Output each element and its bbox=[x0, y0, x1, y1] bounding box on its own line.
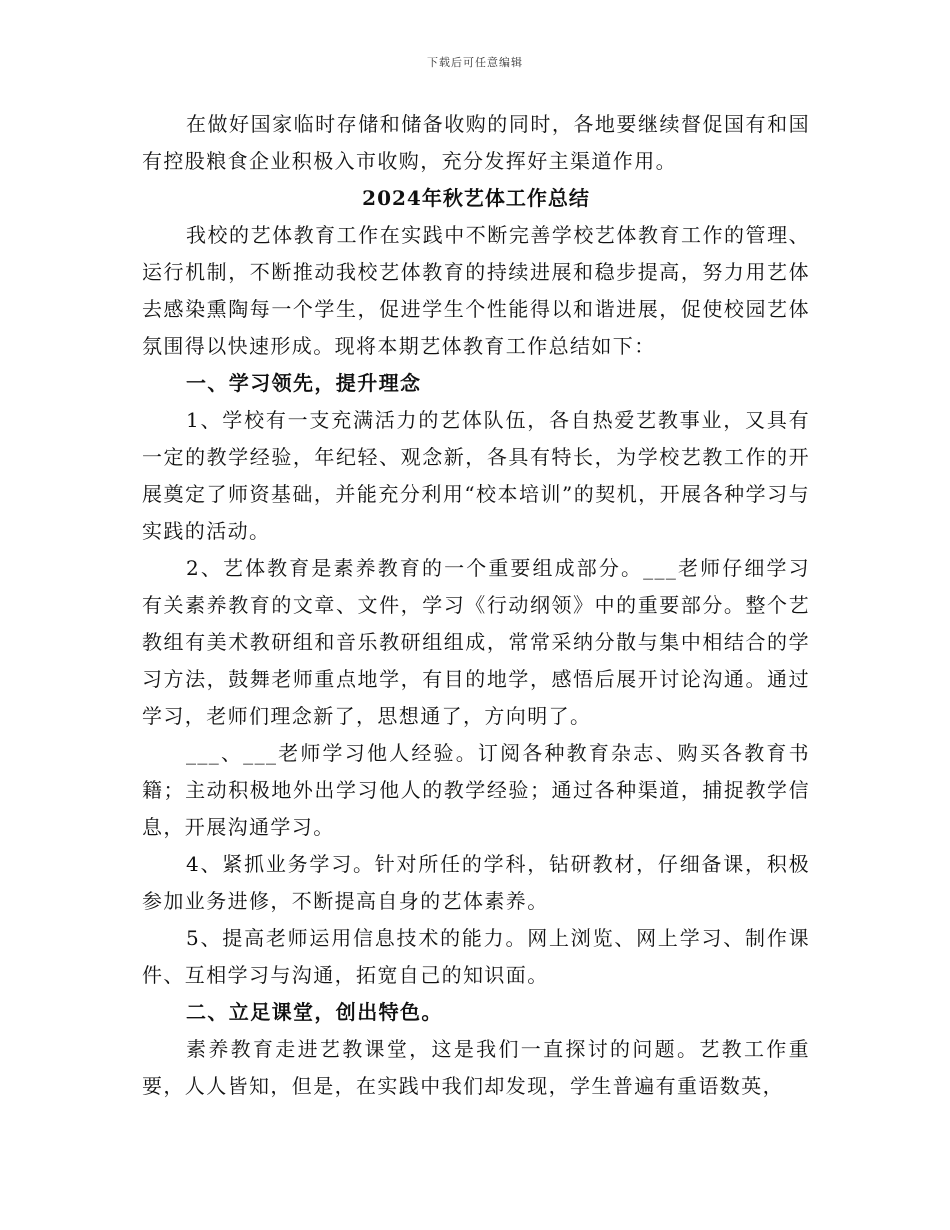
list-item-4: 4、紧抓业务学习。针对所任的学科，钻研教材，仔细备课，积极参加业务进修，不断提高自身的艺体素养。 bbox=[142, 852, 810, 913]
section-heading-2: 二、立足课堂，创出特色。 bbox=[186, 1000, 443, 1024]
closing-paragraph: 素养教育走进艺教课堂，这是我们一直探讨的问题。艺教工作重要，人人皆知，但是，在实践中我们却发现，学生普遍有重语数英， bbox=[142, 1037, 810, 1098]
opening-paragraph: 我校的艺体教育工作在实践中不断完善学校艺体教育工作的管理、运行机制，不断推动我校艺体教育的持续进展和稳步提高，努力用艺体去感染熏陶每一个学生，促进学生个性能得以和谐进展，促使校园艺体氛围得以快速形成。现将本期艺体教育工作总结如下： bbox=[142, 223, 810, 358]
page-header: 下载后可任意编辑 bbox=[427, 56, 523, 69]
document-title: 2024年秋艺体工作总结 bbox=[362, 186, 590, 210]
list-item-5: 5、提高老师运用信息技术的能力。网上浏览、网上学习、制作课件、互相学习与沟通，拓宽自己的知识面。 bbox=[142, 926, 810, 987]
document-body bbox=[142, 106, 810, 1105]
list-item-3: ___、___老师学习他人经验。订阅各种教育杂志、购买各教育书籍；主动积极地外出学习他人的教学经验；通过各种渠道，捕捉教学信息，开展沟通学习。 bbox=[142, 741, 810, 839]
list-item-2: 2、艺体教育是素养教育的一个重要组成部分。___老师仔细学习有关素养教育的文章、文件，学习《行动纲领》中的重要部分。整个艺教组有美术教研组和音乐教研组组成，常常采纳分散与集中相结合的学习方法，鼓舞老师重点地学，有目的地学，感悟后展开讨论沟通。通过学习，老师们理念新了，思想通了，方向明了。 bbox=[142, 556, 810, 728]
intro-paragraph: 在做好国家临时存储和储备收购的同时，各地要继续督促国有和国有控股粮食企业积极入市收购，充分发挥好主渠道作用。 bbox=[142, 112, 810, 173]
list-item-1: 1、学校有一支充满活力的艺体队伍，各自热爱艺教事业，又具有一定的教学经验，年纪轻、观念新，各具有特长，为学校艺教工作的开展奠定了师资基础，并能充分利用“校本培训”的契机，开展各种学习与实践的活动。 bbox=[142, 408, 810, 543]
section-heading-1: 一、学习领先，提升理念 bbox=[186, 371, 422, 395]
